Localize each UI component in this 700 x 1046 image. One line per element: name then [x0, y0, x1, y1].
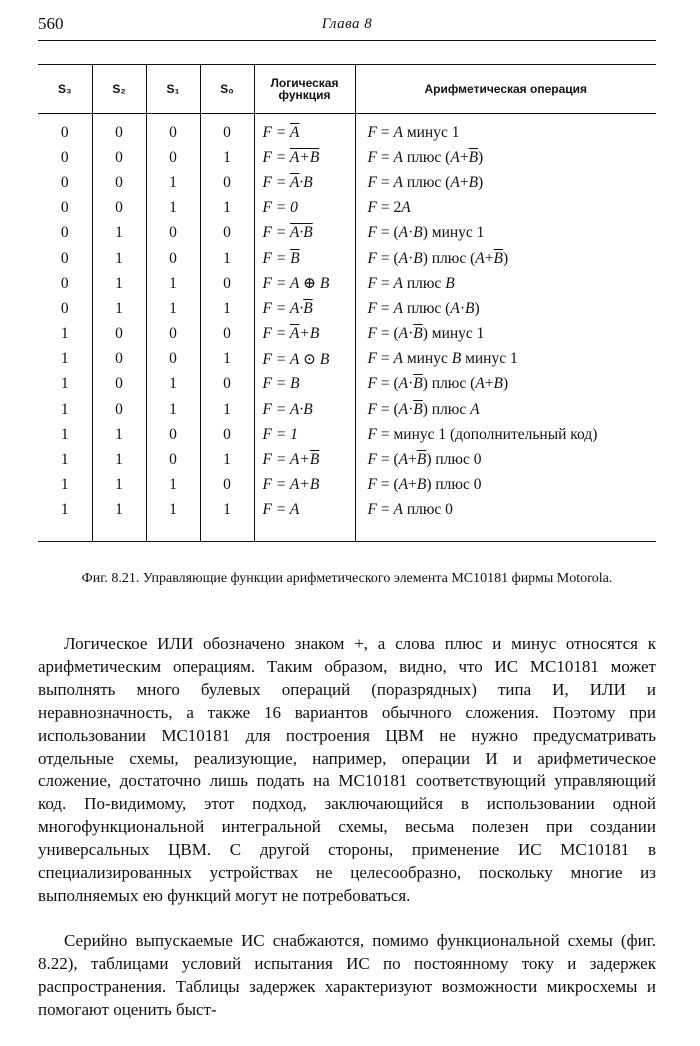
cell-arith: F = A плюс 0	[367, 501, 453, 519]
cell-s1: 0	[146, 422, 200, 447]
cell-arith: F = A плюс $(A+\overline{B})$	[367, 148, 484, 166]
cell-logic: $F = \overline{B}$	[254, 246, 355, 271]
cell-s3: 1	[38, 422, 92, 447]
cell-s3: 0	[38, 246, 92, 271]
cell-s1: 1	[146, 372, 200, 397]
table-row	[38, 422, 656, 447]
table-row	[38, 372, 656, 397]
table-header-row	[38, 65, 656, 114]
cell-logic: $F = A+\overline{B}$	[254, 447, 355, 472]
cell-arith: F = 2A	[367, 199, 411, 217]
cell-logic: F = 1	[254, 422, 355, 447]
cell-s3: 1	[38, 498, 92, 542]
cell-s0: 0	[200, 170, 254, 195]
col-header-logic-line2: функция	[278, 88, 331, 102]
cell-s0: 0	[200, 114, 254, 146]
cell-arith: $F = (A\cdot\overline{B})$ плюс A	[367, 400, 480, 418]
cell-arith: F = A минус 1	[367, 123, 460, 141]
cell-s0: 1	[200, 296, 254, 321]
cell-s1: 0	[146, 246, 200, 271]
cell-s0: 1	[200, 196, 254, 221]
cell-arith: F = A плюс B	[367, 274, 455, 292]
col-header-s0: S₀	[200, 65, 254, 114]
cell-logic: F = A ⊕ B	[254, 271, 355, 296]
cell-s0: 1	[200, 246, 254, 271]
body-paragraph: Серийно выпускаемые ИС снабжаются, помимо функциональной схемы (фиг. 8.22), таблицами условий испытания ИС по постоянному току и задержек распространения. Таблицы задержек характеризуют возможности микросхемы и помогают оценить быст-	[38, 931, 656, 1019]
cell-arith: F = (A·B) плюс $(A+\overline{B})$	[367, 249, 509, 267]
cell-s1: 0	[146, 347, 200, 372]
cell-s0: 1	[200, 347, 254, 372]
cell-s2: 0	[92, 397, 146, 422]
cell-s3: 1	[38, 347, 92, 372]
table-row	[38, 296, 656, 321]
cell-s1: 1	[146, 397, 200, 422]
page-header	[38, 14, 656, 41]
cell-logic: F = A	[254, 498, 355, 542]
cell-s2: 1	[92, 271, 146, 296]
cell-s0: 1	[200, 397, 254, 422]
cell-s3: 0	[38, 145, 92, 170]
table-row	[38, 322, 656, 347]
cell-logic: $F = \overline{A}$	[254, 114, 355, 146]
cell-s1: 0	[146, 145, 200, 170]
cell-s1: 1	[146, 271, 200, 296]
cell-arith: F = (A+B) плюс 0	[367, 476, 482, 494]
cell-s3: 1	[38, 397, 92, 422]
cell-logic: $F = \overline{A}+B$	[254, 322, 355, 347]
table-row	[38, 271, 656, 296]
cell-s2: 0	[92, 145, 146, 170]
body-paragraph: Логическое ИЛИ обозначено знаком +, а слова плюс и минус относятся к арифметическим операциям. Таким образом, видно, что ИС MC10181 может выполнять много булевых операций (поразрядных) типа И, ИЛИ и неравнозначность, а также 16 вариантов обычного сложения. Поэтому при использовании MC10181 для построения ЦВМ не нужно предусматривать отдельные схемы, реализующие, например, операции И и арифметическое сложение, достаточно лишь подать на MC10181 соответствующий управляющий код. По-видимому, этот подход, заключающийся в использовании одной многофункциональной интегральной схемы, весьма полезен при создании универсальных ЦВМ. С другой стороны, применение ИС MC10181 в специализированных устройствах не целесообразно, поскольку многие из выполняемых ею функций могут не потребоваться.	[38, 634, 656, 905]
table-row	[38, 196, 656, 221]
cell-s0: 1	[200, 145, 254, 170]
cell-s0: 0	[200, 221, 254, 246]
table-row	[38, 498, 656, 542]
cell-s0: 0	[200, 372, 254, 397]
cell-s1: 1	[146, 196, 200, 221]
table-row	[38, 397, 656, 422]
cell-s3: 0	[38, 114, 92, 146]
table-row	[38, 145, 656, 170]
cell-s3: 0	[38, 271, 92, 296]
cell-s1: 1	[146, 296, 200, 321]
table-row	[38, 221, 656, 246]
cell-arith: $F = (A+\overline{B})$ плюс 0	[367, 451, 482, 469]
cell-s1: 0	[146, 221, 200, 246]
cell-s1: 0	[146, 114, 200, 146]
cell-logic: F = 0	[254, 196, 355, 221]
table-row	[38, 473, 656, 498]
col-header-s1: S₁	[146, 65, 200, 114]
cell-s2: 1	[92, 498, 146, 542]
cell-s2: 1	[92, 447, 146, 472]
cell-s2: 1	[92, 246, 146, 271]
cell-s1: 1	[146, 170, 200, 195]
cell-logic: F = A·B	[254, 221, 355, 246]
cell-arith: $F = (A\cdot\overline{B})$ плюс (A+B)	[367, 375, 509, 393]
cell-s3: 0	[38, 170, 92, 195]
cell-s3: 0	[38, 196, 92, 221]
cell-s1: 0	[146, 322, 200, 347]
cell-logic: F = A·B	[254, 397, 355, 422]
cell-s3: 1	[38, 473, 92, 498]
cell-s0: 1	[200, 447, 254, 472]
col-header-logic-line1: Логическая	[270, 76, 339, 90]
table-row	[38, 170, 656, 195]
cell-s2: 0	[92, 347, 146, 372]
col-header-logic	[254, 65, 355, 114]
cell-s2: 1	[92, 422, 146, 447]
cell-s0: 0	[200, 473, 254, 498]
table-row	[38, 347, 656, 372]
cell-s3: 0	[38, 296, 92, 321]
cell-s3: 0	[38, 221, 92, 246]
cell-arith: F = A плюс (A+B)	[367, 173, 484, 191]
cell-logic: F = A ⊙ B	[254, 347, 355, 372]
cell-s1: 1	[146, 473, 200, 498]
cell-s1: 1	[146, 498, 200, 542]
cell-logic: F = A+B	[254, 473, 355, 498]
col-header-s3: S₃	[38, 65, 92, 114]
cell-s3: 1	[38, 372, 92, 397]
cell-s0: 0	[200, 271, 254, 296]
cell-s0: 0	[200, 322, 254, 347]
col-header-s2: S₂	[92, 65, 146, 114]
cell-arith: F = (A·B) минус 1	[367, 224, 485, 242]
chapter-title: Глава 8	[321, 16, 373, 32]
cell-s1: 0	[146, 447, 200, 472]
table-row	[38, 114, 656, 146]
cell-arith: F = A минус B минус 1	[367, 350, 518, 368]
cell-logic: F = A+B	[254, 145, 355, 170]
cell-s2: 0	[92, 372, 146, 397]
cell-s2: 1	[92, 221, 146, 246]
cell-s2: 0	[92, 196, 146, 221]
cell-s0: 1	[200, 498, 254, 542]
cell-s2: 0	[92, 322, 146, 347]
page-number: 560	[38, 14, 64, 33]
col-header-arith: Арифметическая операция	[355, 65, 656, 114]
cell-s2: 0	[92, 114, 146, 146]
cell-logic: $F = \overline{A}\cdot B$	[254, 170, 355, 195]
cell-arith: F = A плюс (A·B)	[367, 299, 480, 317]
cell-s2: 0	[92, 170, 146, 195]
cell-s2: 1	[92, 296, 146, 321]
cell-s3: 1	[38, 447, 92, 472]
cell-logic: $F = A\cdot\overline{B}$	[254, 296, 355, 321]
cell-logic: F = B	[254, 372, 355, 397]
figure-caption: Фиг. 8.21. Управляющие функции арифметического элемента MC10181 фирмы Motorola.	[81, 571, 613, 586]
control-functions-table	[38, 64, 656, 542]
cell-arith: $F = (A\cdot\overline{B})$ минус 1	[367, 325, 485, 343]
cell-s0: 0	[200, 422, 254, 447]
cell-s3: 1	[38, 322, 92, 347]
table-row	[38, 447, 656, 472]
cell-s2: 1	[92, 473, 146, 498]
table-row	[38, 246, 656, 271]
cell-arith: F = минус 1 (дополнительный код)	[367, 425, 598, 443]
